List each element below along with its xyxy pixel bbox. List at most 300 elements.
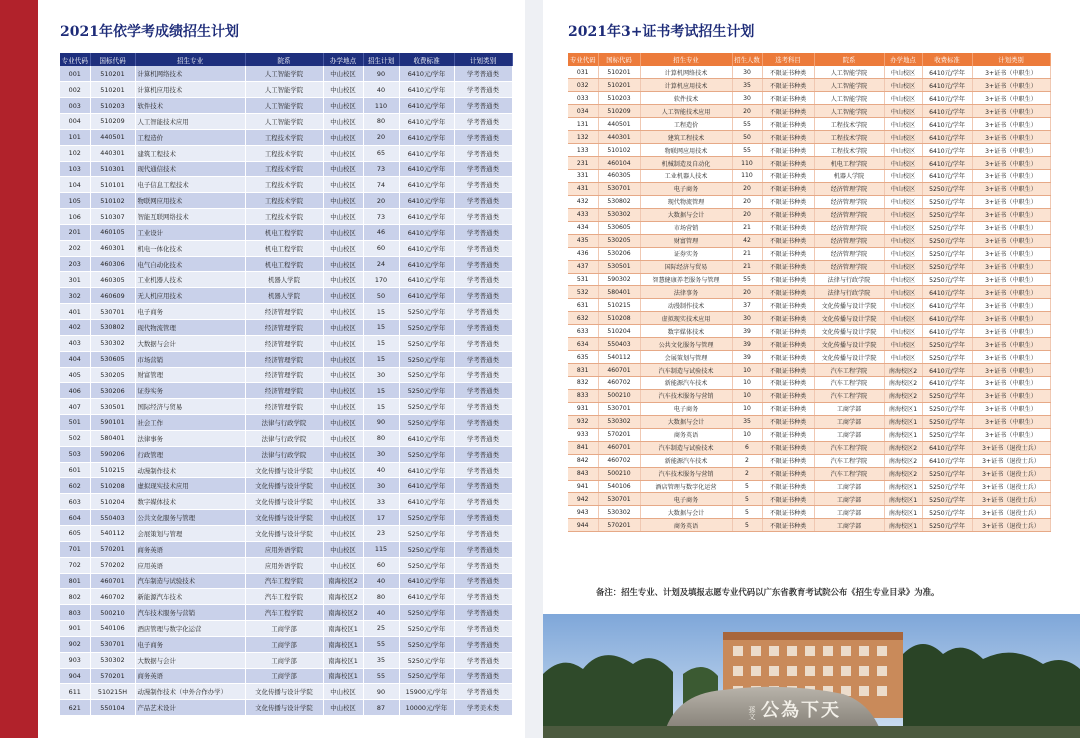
table-cell: 工程技术学院 [245,193,323,209]
table-cell: 机械制造及自动化 [640,157,732,170]
page-gutter [525,0,543,738]
table-cell: 501 [60,415,90,431]
table-cell: 60 [363,557,399,573]
table-cell: 社会工作 [135,415,245,431]
table-row [60,240,512,256]
table-cell: 工商学部 [814,493,884,506]
table-row [568,79,1050,92]
table-cell: 101 [60,129,90,145]
table-cell: 635 [568,351,598,364]
table-cell: 中山校区 [323,256,363,272]
table-row [60,446,512,462]
table-cell: 33 [363,494,399,510]
table-cell: 6410元/学年 [922,286,972,299]
table-cell: 5250元/学年 [399,621,454,637]
table-cell: 经济管理学院 [814,260,884,273]
table-cell: 法律事务 [135,430,245,446]
table-cell: 软件技术 [135,98,245,114]
table-cell: 机器人学院 [245,288,323,304]
table-cell: 中山校区 [884,351,922,364]
table-cell: 中山校区 [323,272,363,288]
table-cell: 460609 [90,288,135,304]
table-cell: 中山校区 [884,325,922,338]
table-cell: 计算机网络技术 [640,66,732,79]
table-cell: 3+证书（中职生） [972,144,1050,157]
table-cell: 20 [732,286,762,299]
table-cell: 3+证书（中职生） [972,377,1050,390]
table-cell: 学考普通类 [454,114,512,130]
table-cell: 商务英语 [640,519,732,532]
table-cell: 5250元/学年 [922,351,972,364]
table-cell: 530302 [90,335,135,351]
table-cell: 经济管理学院 [814,195,884,208]
table-cell: 南海校区1 [323,652,363,668]
table-cell: 631 [568,299,598,312]
table-cell: 不限证书种类 [762,493,814,506]
table-cell: 5250元/学年 [399,652,454,668]
table-cell: 中山校区 [323,525,363,541]
table-row [60,351,512,367]
table-cell: 6410元/学年 [922,441,972,454]
table-cell: 文化传播与设计学院 [245,700,323,716]
table-row [568,467,1050,480]
table-cell: 南海校区2 [323,573,363,589]
table-row [60,288,512,304]
table-cell: 5 [732,506,762,519]
table-cell: 510102 [598,144,640,157]
table-cell: 工业机器人技术 [640,170,732,183]
column-header: 选考科目 [762,53,814,66]
table-cell: 110 [732,170,762,183]
table-cell: 633 [568,325,598,338]
table-cell: 中山校区 [884,182,922,195]
table-cell: 46 [363,224,399,240]
table-cell: 不限证书种类 [762,260,814,273]
table-cell: 570202 [90,557,135,573]
table-row [568,260,1050,273]
rock-inscription: 公為下天 [761,700,841,721]
table-cell: 不限证书种类 [762,92,814,105]
table-cell: 南海校区1 [884,506,922,519]
table-cell: 73 [363,161,399,177]
table-cell: 502 [60,430,90,446]
table-cell: 435 [568,234,598,247]
table-cell: 不限证书种类 [762,441,814,454]
table-cell: 中山校区 [323,145,363,161]
column-header: 国标代码 [598,53,640,66]
table-cell: 440501 [598,118,640,131]
table-cell: 6410元/学年 [399,193,454,209]
table-cell: 不限证书种类 [762,364,814,377]
table-cell: 604 [60,510,90,526]
table-cell: 3+证书（中职生） [972,428,1050,441]
table-cell: 2 [732,454,762,467]
table-cell: 30 [363,478,399,494]
table-row [568,454,1050,467]
table-cell: 943 [568,506,598,519]
table-cell: 510201 [598,66,640,79]
table-cell: 5250元/学年 [399,415,454,431]
table-cell: 建筑工程技术 [640,131,732,144]
table-cell: 15 [363,351,399,367]
table-cell: 6410元/学年 [922,131,972,144]
table-cell: 37 [732,299,762,312]
table-cell: 中山校区 [323,114,363,130]
table-cell: 115 [363,541,399,557]
table-cell: 中山校区 [884,234,922,247]
table-cell: 电子商务 [135,304,245,320]
table-cell: 中山校区 [884,144,922,157]
table-cell: 不限证书种类 [762,118,814,131]
table-row [568,519,1050,532]
table-cell: 10 [732,377,762,390]
table-cell: 工业设计 [135,224,245,240]
table-cell: 5250元/学年 [399,668,454,684]
table-cell: 经济管理学院 [814,221,884,234]
table-cell: 中山校区 [323,320,363,336]
table-cell: 经济管理学院 [814,208,884,221]
table-row [568,118,1050,131]
table-cell: 中山校区 [323,510,363,526]
column-header: 院系 [814,53,884,66]
table-cell: 汽车工程学院 [814,364,884,377]
table-cell: 35 [732,415,762,428]
table-cell: 530206 [90,383,135,399]
table-row [60,367,512,383]
table-cell: 20 [363,193,399,209]
certificate-exam-plan-table [568,53,1051,532]
table-cell: 3+证书（中职生） [972,338,1050,351]
table-cell: 407 [60,399,90,415]
table-cell: 570201 [90,541,135,557]
table-cell: 510101 [90,177,135,193]
table-cell: 人工智能学院 [814,79,884,92]
table-cell: 不限证书种类 [762,170,814,183]
table-cell: 应用外语学院 [245,557,323,573]
table-cell: 10000元/学年 [399,700,454,716]
table-cell: 6410元/学年 [399,98,454,114]
table-cell: 460306 [90,256,135,272]
table-row [568,157,1050,170]
table-cell: 中山校区 [323,541,363,557]
table-cell: 540112 [598,351,640,364]
table-cell: 30 [363,367,399,383]
table-cell: 南海校区2 [884,441,922,454]
table-row [60,636,512,652]
table-cell: 经济管理学院 [245,367,323,383]
table-cell: 中山校区 [884,105,922,118]
table-cell: 5250元/学年 [922,415,972,428]
left-page-title: 2021年依学考成绩招生计划 [60,24,239,40]
table-cell: 5250元/学年 [922,506,972,519]
table-cell: 汽车制造与试验技术 [640,441,732,454]
table-row [568,428,1050,441]
table-row [60,256,512,272]
table-cell: 132 [568,131,598,144]
table-cell: 3+证书（退役士兵） [972,454,1050,467]
table-cell: 5 [732,493,762,506]
table-cell: 10 [732,402,762,415]
table-row [568,66,1050,79]
table-cell: 6410元/学年 [399,288,454,304]
table-cell: 590206 [90,446,135,462]
table-cell: 831 [568,364,598,377]
table-cell: 计算机网络技术 [135,66,245,82]
table-cell: 大数据与会计 [640,415,732,428]
table-cell: 5250元/学年 [399,510,454,526]
table-cell: 动漫制作技术 [640,299,732,312]
table-cell: 中山校区 [323,288,363,304]
table-row [568,351,1050,364]
table-row [60,462,512,478]
table-cell: 460305 [598,170,640,183]
table-cell: 133 [568,144,598,157]
table-cell: 15 [363,320,399,336]
table-cell: 6410元/学年 [922,312,972,325]
table-cell: 301 [60,272,90,288]
table-cell: 55 [732,273,762,286]
table-cell: 942 [568,493,598,506]
table-cell: 机电工程学院 [245,256,323,272]
table-cell: 10 [732,428,762,441]
table-cell: 530701 [598,493,640,506]
table-cell: 中山校区 [323,129,363,145]
column-header: 办学地点 [884,53,922,66]
table-cell: 5250元/学年 [922,208,972,221]
table-row [568,182,1050,195]
table-cell: 901 [60,621,90,637]
table-row [568,338,1050,351]
table-cell: 460701 [598,364,640,377]
table-cell: 80 [363,589,399,605]
table-row [60,478,512,494]
table-cell: 530501 [598,260,640,273]
table-cell: 工程技术学院 [814,131,884,144]
table-cell: 机电工程学院 [245,224,323,240]
table-cell: 602 [60,478,90,494]
table-row [60,621,512,637]
table-cell: 540112 [90,525,135,541]
table-cell: 学考普通类 [454,494,512,510]
table-cell: 汽车技术服务与营销 [135,605,245,621]
table-cell: 460702 [598,377,640,390]
table-row [568,480,1050,493]
table-cell: 460104 [598,157,640,170]
table-cell: 证券实务 [135,383,245,399]
table-cell: 文化传播与设计学院 [814,351,884,364]
table-cell: 55 [363,636,399,652]
table-cell: 932 [568,415,598,428]
table-cell: 436 [568,247,598,260]
table-cell: 6410元/学年 [399,573,454,589]
column-header: 招生专业 [135,53,245,66]
table-cell: 学考普通类 [454,98,512,114]
table-cell: 中山校区 [884,118,922,131]
table-cell: 580401 [90,430,135,446]
table-cell: 法律事务 [640,286,732,299]
table-cell: 803 [60,605,90,621]
table-cell: 20 [732,208,762,221]
table-cell: 文化传播与设计学院 [245,525,323,541]
table-cell: 人工智能学院 [814,92,884,105]
table-cell: 74 [363,177,399,193]
table-cell: 学考普通类 [454,129,512,145]
table-cell: 汽车制造与试验技术 [135,573,245,589]
table-cell: 公共文化服务与管理 [135,510,245,526]
table-cell: 110 [363,98,399,114]
table-cell: 会展策划与管理 [135,525,245,541]
table-cell: 大数据与会计 [640,208,732,221]
table-cell: 虚拟现实技术应用 [135,478,245,494]
table-cell: 中山校区 [323,66,363,82]
table-cell: 商务英语 [135,668,245,684]
table-cell: 3+证书（退役士兵） [972,519,1050,532]
table-cell: 701 [60,541,90,557]
table-cell: 工程技术学院 [245,129,323,145]
campus-photo [543,614,1080,738]
table-cell: 5250元/学年 [399,605,454,621]
table-cell: 产品艺术设计 [135,700,245,716]
table-cell: 033 [568,92,598,105]
column-header: 招生专业 [640,53,732,66]
table-cell: 3+证书（中职生） [972,364,1050,377]
table-cell: 15 [363,383,399,399]
table-cell: 学考美术类 [454,700,512,716]
table-cell: 中山校区 [884,131,922,144]
table-cell: 5250元/学年 [922,402,972,415]
table-cell: 460305 [90,272,135,288]
table-cell: 学考普通类 [454,66,512,82]
table-cell: 经济管理学院 [245,304,323,320]
table-cell: 40 [363,573,399,589]
table-cell: 530205 [90,367,135,383]
table-cell: 虚拟现实技术应用 [640,312,732,325]
table-cell: 中山校区 [884,338,922,351]
right-page-title: 2021年3+证书考试招生计划 [568,24,755,40]
table-cell: 530302 [598,208,640,221]
table-cell: 904 [60,668,90,684]
table-cell: 汽车工程学院 [814,389,884,402]
table-cell: 不限证书种类 [762,402,814,415]
table-cell: 80 [363,114,399,130]
table-cell: 3+证书（中职生） [972,195,1050,208]
table-cell: 003 [60,98,90,114]
table-cell: 经济管理学院 [814,182,884,195]
table-cell: 中山校区 [884,299,922,312]
table-cell: 文化传播与设计学院 [814,299,884,312]
table-cell: 603 [60,494,90,510]
table-cell: 南海校区2 [884,377,922,390]
table-cell: 电气自动化技术 [135,256,245,272]
table-cell: 学考普通类 [454,272,512,288]
table-cell: 中山校区 [884,157,922,170]
table-row [568,170,1050,183]
table-cell: 中山校区 [323,367,363,383]
table-cell: 202 [60,240,90,256]
table-row [568,195,1050,208]
table-cell: 学考普通类 [454,652,512,668]
table-cell: 902 [60,636,90,652]
table-cell: 工程技术学院 [245,177,323,193]
table-cell: 73 [363,209,399,225]
table-cell: 南海校区1 [884,480,922,493]
table-cell: 532 [568,286,598,299]
table-cell: 学考普通类 [454,145,512,161]
table-cell: 6410元/学年 [399,145,454,161]
table-cell: 中山校区 [323,462,363,478]
table-cell: 102 [60,145,90,161]
table-cell: 应用英语 [135,557,245,573]
table-row [60,193,512,209]
table-cell: 学考普通类 [454,573,512,589]
table-cell: 570201 [598,428,640,441]
column-header: 收费标准 [922,53,972,66]
table-cell: 南海校区2 [323,605,363,621]
table-cell: 法律与行政学院 [245,430,323,446]
table-cell: 学考普通类 [454,668,512,684]
table-row [60,114,512,130]
table-cell: 电子商务 [640,493,732,506]
table-cell: 南海校区1 [884,415,922,428]
table-cell: 经济管理学院 [814,247,884,260]
table-row [60,589,512,605]
table-cell: 工商学部 [814,519,884,532]
table-cell: 6410元/学年 [399,462,454,478]
table-cell: 5250元/学年 [399,320,454,336]
table-cell: 440501 [90,129,135,145]
table-row [60,652,512,668]
table-row [568,105,1050,118]
table-cell: 6410元/学年 [399,240,454,256]
table-row [60,145,512,161]
table-cell: 3+证书（中职生） [972,221,1050,234]
table-cell: 智慧健康养老服务与管理 [640,273,732,286]
table-row [60,161,512,177]
table-cell: 不限证书种类 [762,234,814,247]
table-row [568,144,1050,157]
table-cell: 510201 [90,66,135,82]
table-cell: 不限证书种类 [762,131,814,144]
table-cell: 工程技术学院 [245,145,323,161]
table-cell: 学考普通类 [454,288,512,304]
table-cell: 电子商务 [640,182,732,195]
table-cell: 3+证书（中职生） [972,118,1050,131]
table-cell: 6410元/学年 [399,129,454,145]
table-cell: 不限证书种类 [762,221,814,234]
rock-inscription-signature: 孫文 [748,706,756,720]
table-cell: 580401 [598,286,640,299]
table-cell: 中山校区 [884,170,922,183]
table-cell: 工程造价 [135,129,245,145]
table-cell: 50 [363,288,399,304]
table-cell: 工商学部 [245,636,323,652]
table-row [60,399,512,415]
table-row [60,668,512,684]
table-cell: 人工智能学院 [245,66,323,82]
table-cell: 90 [363,415,399,431]
table-cell: 530205 [598,234,640,247]
table-cell: 商务英语 [640,428,732,441]
table-cell: 460105 [90,224,135,240]
table-cell: 5250元/学年 [922,493,972,506]
table-cell: 智能互联网络技术 [135,209,245,225]
table-cell: 530701 [598,182,640,195]
table-cell: 学考普通类 [454,415,512,431]
table-cell: 经济管理学院 [245,335,323,351]
table-cell: 510203 [598,92,640,105]
table-cell: 5250元/学年 [399,557,454,573]
table-cell: 学考普通类 [454,446,512,462]
